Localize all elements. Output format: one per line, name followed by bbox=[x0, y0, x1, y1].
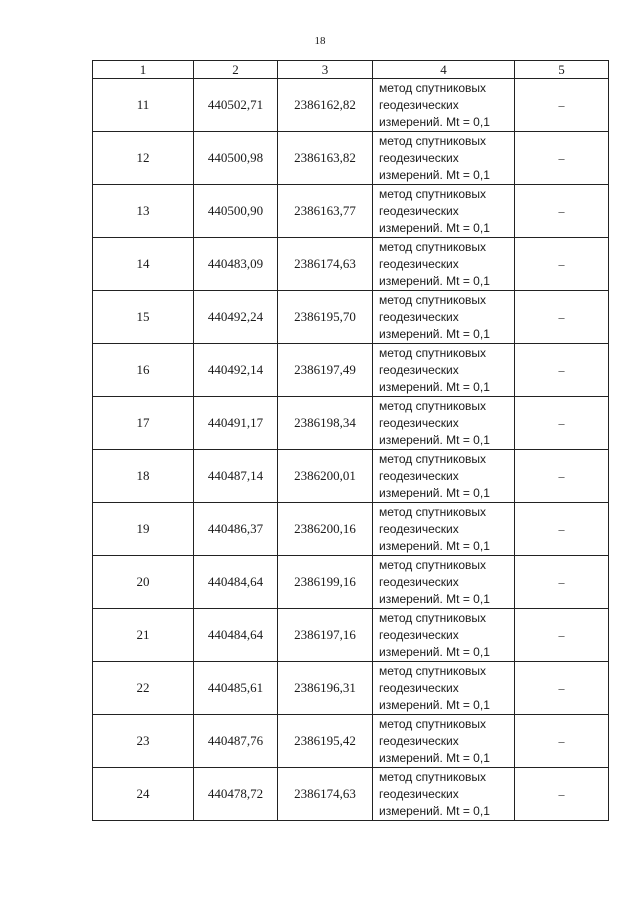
y-coordinate-cell: 2386163,82 bbox=[278, 132, 373, 185]
table-row bbox=[93, 556, 609, 609]
method-line: геодезических bbox=[379, 574, 459, 589]
table-body bbox=[93, 79, 609, 821]
method-line: геодезических bbox=[379, 468, 459, 483]
method-line: геодезических bbox=[379, 627, 459, 642]
point-number-cell: 14 bbox=[93, 238, 194, 291]
x-coordinate-cell: 440486,37 bbox=[194, 503, 278, 556]
note-cell: – bbox=[515, 291, 609, 344]
method-line: геодезических bbox=[379, 309, 459, 324]
method-line: геодезических bbox=[379, 786, 459, 801]
note-cell: – bbox=[515, 185, 609, 238]
table-row bbox=[93, 609, 609, 662]
header-col-1: 1 bbox=[93, 61, 194, 79]
point-number-cell: 17 bbox=[93, 397, 194, 450]
method-line: геодезических bbox=[379, 97, 459, 112]
y-coordinate-cell: 2386195,42 bbox=[278, 715, 373, 768]
method-line: геодезических bbox=[379, 362, 459, 377]
method-line: метод спутниковых bbox=[379, 610, 487, 625]
point-number-cell: 23 bbox=[93, 715, 194, 768]
method-line: метод спутниковых bbox=[379, 239, 487, 254]
x-coordinate-cell: 440500,90 bbox=[194, 185, 278, 238]
method-line: метод спутниковых bbox=[379, 133, 487, 148]
header-col-4: 4 bbox=[373, 61, 515, 79]
method-line: метод спутниковых bbox=[379, 451, 487, 466]
y-coordinate-cell: 2386174,63 bbox=[278, 238, 373, 291]
method-line: геодезических bbox=[379, 415, 459, 430]
point-number-cell: 18 bbox=[93, 450, 194, 503]
point-number-cell: 15 bbox=[93, 291, 194, 344]
method-cell bbox=[373, 79, 515, 132]
x-coordinate-cell: 440485,61 bbox=[194, 662, 278, 715]
note-cell: – bbox=[515, 556, 609, 609]
method-line: измерений. Mt = 0,1 bbox=[379, 379, 490, 394]
method-cell bbox=[373, 238, 515, 291]
method-line: измерений. Mt = 0,1 bbox=[379, 538, 490, 553]
method-line: метод спутниковых bbox=[379, 186, 487, 201]
method-line: измерений. Mt = 0,1 bbox=[379, 114, 490, 129]
table-row bbox=[93, 291, 609, 344]
method-line: метод спутниковых bbox=[379, 80, 487, 95]
note-cell: – bbox=[515, 609, 609, 662]
note-cell: – bbox=[515, 450, 609, 503]
table-header bbox=[93, 61, 609, 79]
table-row bbox=[93, 397, 609, 450]
note-cell: – bbox=[515, 132, 609, 185]
table-row bbox=[93, 132, 609, 185]
method-cell bbox=[373, 768, 515, 821]
point-number-cell: 11 bbox=[93, 79, 194, 132]
note-cell: – bbox=[515, 662, 609, 715]
header-col-3: 3 bbox=[278, 61, 373, 79]
point-number-cell: 24 bbox=[93, 768, 194, 821]
y-coordinate-cell: 2386199,16 bbox=[278, 556, 373, 609]
method-line: метод спутниковых bbox=[379, 769, 487, 784]
y-coordinate-cell: 2386197,16 bbox=[278, 609, 373, 662]
method-line: геодезических bbox=[379, 733, 459, 748]
table-row bbox=[93, 450, 609, 503]
x-coordinate-cell: 440487,14 bbox=[194, 450, 278, 503]
method-line: измерений. Mt = 0,1 bbox=[379, 485, 490, 500]
y-coordinate-cell: 2386200,01 bbox=[278, 450, 373, 503]
table-row bbox=[93, 238, 609, 291]
method-line: геодезических bbox=[379, 521, 459, 536]
method-cell bbox=[373, 185, 515, 238]
method-line: метод спутниковых bbox=[379, 504, 487, 519]
x-coordinate-cell: 440487,76 bbox=[194, 715, 278, 768]
method-line: измерений. Mt = 0,1 bbox=[379, 591, 490, 606]
note-cell: – bbox=[515, 238, 609, 291]
note-cell: – bbox=[515, 79, 609, 132]
x-coordinate-cell: 440478,72 bbox=[194, 768, 278, 821]
point-number-cell: 22 bbox=[93, 662, 194, 715]
method-line: геодезических bbox=[379, 256, 459, 271]
point-number-cell: 19 bbox=[93, 503, 194, 556]
header-col-2: 2 bbox=[194, 61, 278, 79]
method-cell bbox=[373, 556, 515, 609]
x-coordinate-cell: 440484,64 bbox=[194, 609, 278, 662]
x-coordinate-cell: 440484,64 bbox=[194, 556, 278, 609]
note-cell: – bbox=[515, 768, 609, 821]
method-cell bbox=[373, 132, 515, 185]
method-line: метод спутниковых bbox=[379, 398, 487, 413]
table-row bbox=[93, 503, 609, 556]
method-line: измерений. Mt = 0,1 bbox=[379, 432, 490, 447]
x-coordinate-cell: 440483,09 bbox=[194, 238, 278, 291]
table-row bbox=[93, 662, 609, 715]
table-row bbox=[93, 185, 609, 238]
y-coordinate-cell: 2386195,70 bbox=[278, 291, 373, 344]
method-line: метод спутниковых bbox=[379, 663, 487, 678]
method-line: измерений. Mt = 0,1 bbox=[379, 803, 490, 818]
point-number-cell: 12 bbox=[93, 132, 194, 185]
method-cell bbox=[373, 715, 515, 768]
method-line: метод спутниковых bbox=[379, 557, 487, 572]
note-cell: – bbox=[515, 503, 609, 556]
method-line: геодезических bbox=[379, 680, 459, 695]
method-cell bbox=[373, 662, 515, 715]
method-cell bbox=[373, 291, 515, 344]
y-coordinate-cell: 2386162,82 bbox=[278, 79, 373, 132]
method-line: измерений. Mt = 0,1 bbox=[379, 644, 490, 659]
method-line: измерений. Mt = 0,1 bbox=[379, 220, 490, 235]
x-coordinate-cell: 440502,71 bbox=[194, 79, 278, 132]
header-col-5: 5 bbox=[515, 61, 609, 79]
y-coordinate-cell: 2386197,49 bbox=[278, 344, 373, 397]
table-row bbox=[93, 79, 609, 132]
x-coordinate-cell: 440492,24 bbox=[194, 291, 278, 344]
method-line: измерений. Mt = 0,1 bbox=[379, 167, 490, 182]
table-row bbox=[93, 344, 609, 397]
point-number-cell: 13 bbox=[93, 185, 194, 238]
coordinates-table bbox=[92, 60, 609, 821]
method-cell bbox=[373, 344, 515, 397]
point-number-cell: 20 bbox=[93, 556, 194, 609]
header-row bbox=[93, 61, 609, 79]
method-cell bbox=[373, 503, 515, 556]
method-line: измерений. Mt = 0,1 bbox=[379, 273, 490, 288]
method-cell bbox=[373, 609, 515, 662]
method-line: измерений. Mt = 0,1 bbox=[379, 750, 490, 765]
method-line: метод спутниковых bbox=[379, 345, 487, 360]
note-cell: – bbox=[515, 715, 609, 768]
y-coordinate-cell: 2386196,31 bbox=[278, 662, 373, 715]
method-line: метод спутниковых bbox=[379, 292, 487, 307]
method-line: измерений. Mt = 0,1 bbox=[379, 326, 490, 341]
method-cell bbox=[373, 397, 515, 450]
note-cell: – bbox=[515, 344, 609, 397]
table-row bbox=[93, 715, 609, 768]
y-coordinate-cell: 2386174,63 bbox=[278, 768, 373, 821]
table-row bbox=[93, 768, 609, 821]
method-line: измерений. Mt = 0,1 bbox=[379, 697, 490, 712]
method-line: метод спутниковых bbox=[379, 716, 487, 731]
method-line: геодезических bbox=[379, 203, 459, 218]
page-number: 18 bbox=[314, 35, 326, 47]
point-number-cell: 21 bbox=[93, 609, 194, 662]
y-coordinate-cell: 2386163,77 bbox=[278, 185, 373, 238]
method-cell bbox=[373, 450, 515, 503]
note-cell: – bbox=[515, 397, 609, 450]
y-coordinate-cell: 2386200,16 bbox=[278, 503, 373, 556]
y-coordinate-cell: 2386198,34 bbox=[278, 397, 373, 450]
x-coordinate-cell: 440500,98 bbox=[194, 132, 278, 185]
method-line: геодезических bbox=[379, 150, 459, 165]
x-coordinate-cell: 440491,17 bbox=[194, 397, 278, 450]
x-coordinate-cell: 440492,14 bbox=[194, 344, 278, 397]
point-number-cell: 16 bbox=[93, 344, 194, 397]
